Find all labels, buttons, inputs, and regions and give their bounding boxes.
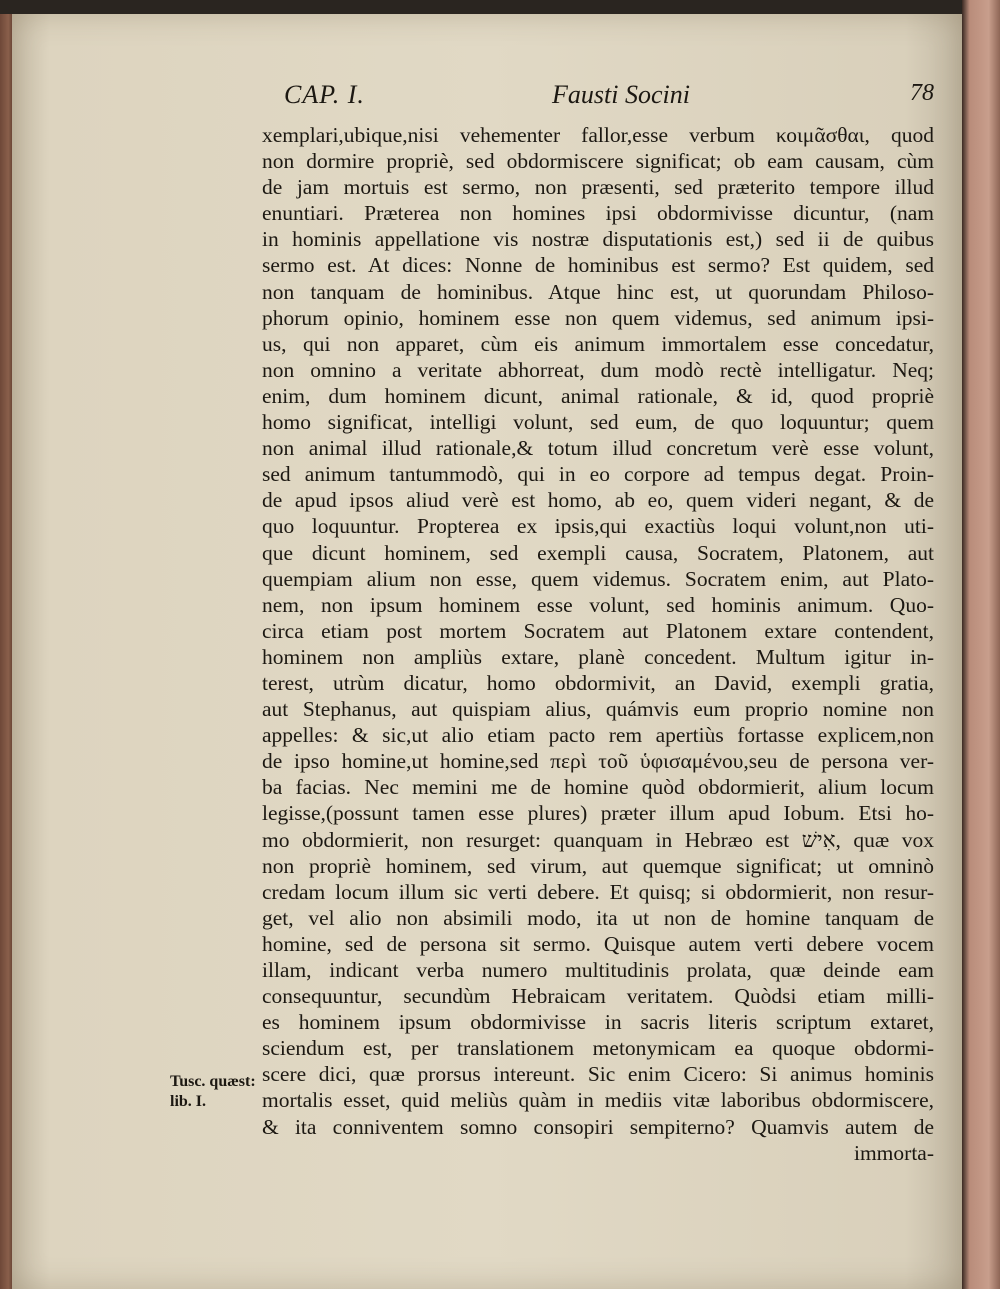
text-line: illam, indicant verba numero multitudinis prolata, quæ deinde eam [262,958,934,982]
text-line: de jam mortuis est sermo, non præsenti, sed præterito tempore illud [262,175,934,200]
text-line: scere dici, quæ prorsus intereunt. Sic enim Cicero: Si animus hominis [262,1062,934,1087]
text-line: aut Stephanus, aut quispiam alius, quámvis eum proprio nomine non [262,697,934,722]
text-line: legisse,(possunt tamen esse plures) præter illum apud Iobum. Etsi ho- [262,801,934,826]
text-line: mo obdormierit, non resurget: quanquam in Hebræo est אִישׁ, quæ vox [262,827,934,852]
text-line: mortalis esset, quid meliùs quàm in mediis vitæ laboribus obdormiscere, [262,1088,934,1113]
margin-note-line: Tusc. quæst: [170,1073,256,1090]
text-line: circa etiam post mortem Socratem aut Platonem extare contendent, [262,618,934,643]
text-line: consequuntur, secundùm Hebraicam veritatem. Quòdsi etiam milli- [262,984,934,1009]
text-line: sermo est. At dices: Nonne de hominibus est sermo? Est quidem, sed [262,253,934,278]
text-line: quo loquuntur. Propterea ex ipsis,qui exactiùs loqui volunt,non uti- [262,514,934,539]
text-line: non dormire propriè, sed obdormiscere significat; ob eam causam, cùm [262,149,934,174]
text-line: nem, non ipsum hominem esse volunt, sed hominis animum. Quo- [262,592,934,617]
text-line: sciendum est, per translationem metonymicam ea quoque obdormi- [262,1036,934,1061]
catchword: immorta- [853,1140,934,1165]
text-line: que dicunt hominem, sed exempli causa, Socratem, Platonem, aut [262,540,934,565]
text-line: non omnino a veritate abhorreat, dum modò rectè intelligatur. Neq; [262,357,934,382]
text-line: homine, sed de persona sit sermo. Quisque autem verti debere vocem [262,931,934,956]
margin-note [170,1072,260,1112]
text-line: in hominis appellatione vis nostræ disputationis est,) sed ii de quibus [262,227,934,252]
text-line: non tanquam de hominibus. Atque hinc est, ut quorundam Philoso- [262,279,934,304]
text-line: es hominem ipsum obdormivisse in sacris literis scriptum extaret, [262,1010,934,1035]
text-line: de ipso homine,ut homine,sed περὶ τοῦ ὑφισαμένου,seu de persona ver- [262,749,934,774]
text-line: non propriè hominem, sed virum, aut quemque significat; ut omninò [262,853,934,878]
book-cover-right-edge [962,0,1000,1289]
text-line: enuntiari. Præterea non homines ipsi obdormivisse dicuntur, (nam [262,201,934,226]
text-line: hominem non ampliùs extare, planè concedent. Multum igitur in- [262,644,934,669]
text-line: non animal illud rationale,& totum illud concretum verè esse volunt, [262,436,934,461]
body-text [262,122,934,1166]
text-line: quempiam alium non esse, quem videmus. Socratem enim, aut Plato- [262,566,934,591]
page-number: 78 [910,80,934,106]
text-line: xemplari,ubique,nisi vehementer fallor,esse verbum κοιμᾶσθαι, quod [262,123,934,147]
text-line: homo significat, intelligi volunt, sed eum, de quo loquuntur; quem [262,410,934,435]
text-line: credam locum illum sic verti debere. Et quisq; si obdormierit, non resur- [262,879,934,904]
text-line: sed animum tantummodò, qui in eo corpore ad tempus degat. Proin- [262,462,934,487]
text-line: & ita conniventem somno consopiri sempiterno? Quamvis autem de [262,1114,934,1139]
text-line: ba facias. Nec memini me de homine quòd obdormierit, alium locum [262,775,934,800]
text-line: get, vel alio non absimili modo, ita ut non de homine tanquam de [262,905,934,930]
text-line: enim, dum hominem dicunt, animal rationale, & id, quod propriè [262,383,934,408]
running-title: Fausti Socini [552,80,690,109]
running-chapter: CAP. I. [284,80,365,109]
text-line: appelles: & sic,ut alio etiam pacto rem apertiùs fortasse explicem,non [262,723,934,748]
running-header [284,80,934,120]
text-line: terest, utrùm dicatur, homo obdormivit, an David, exempli gratia, [262,670,934,695]
text-line: phorum opinio, hominem esse non quem videmus, sed animum ipsi- [262,305,934,330]
text-line: us, qui non apparet, cùm eis animum immortalem esse concedatur, [262,331,934,356]
text-line: de apud ipsos aliud verè est homo, ab eo, quem videri negant, & de [262,488,934,513]
margin-note-line: lib. I. [170,1093,207,1110]
